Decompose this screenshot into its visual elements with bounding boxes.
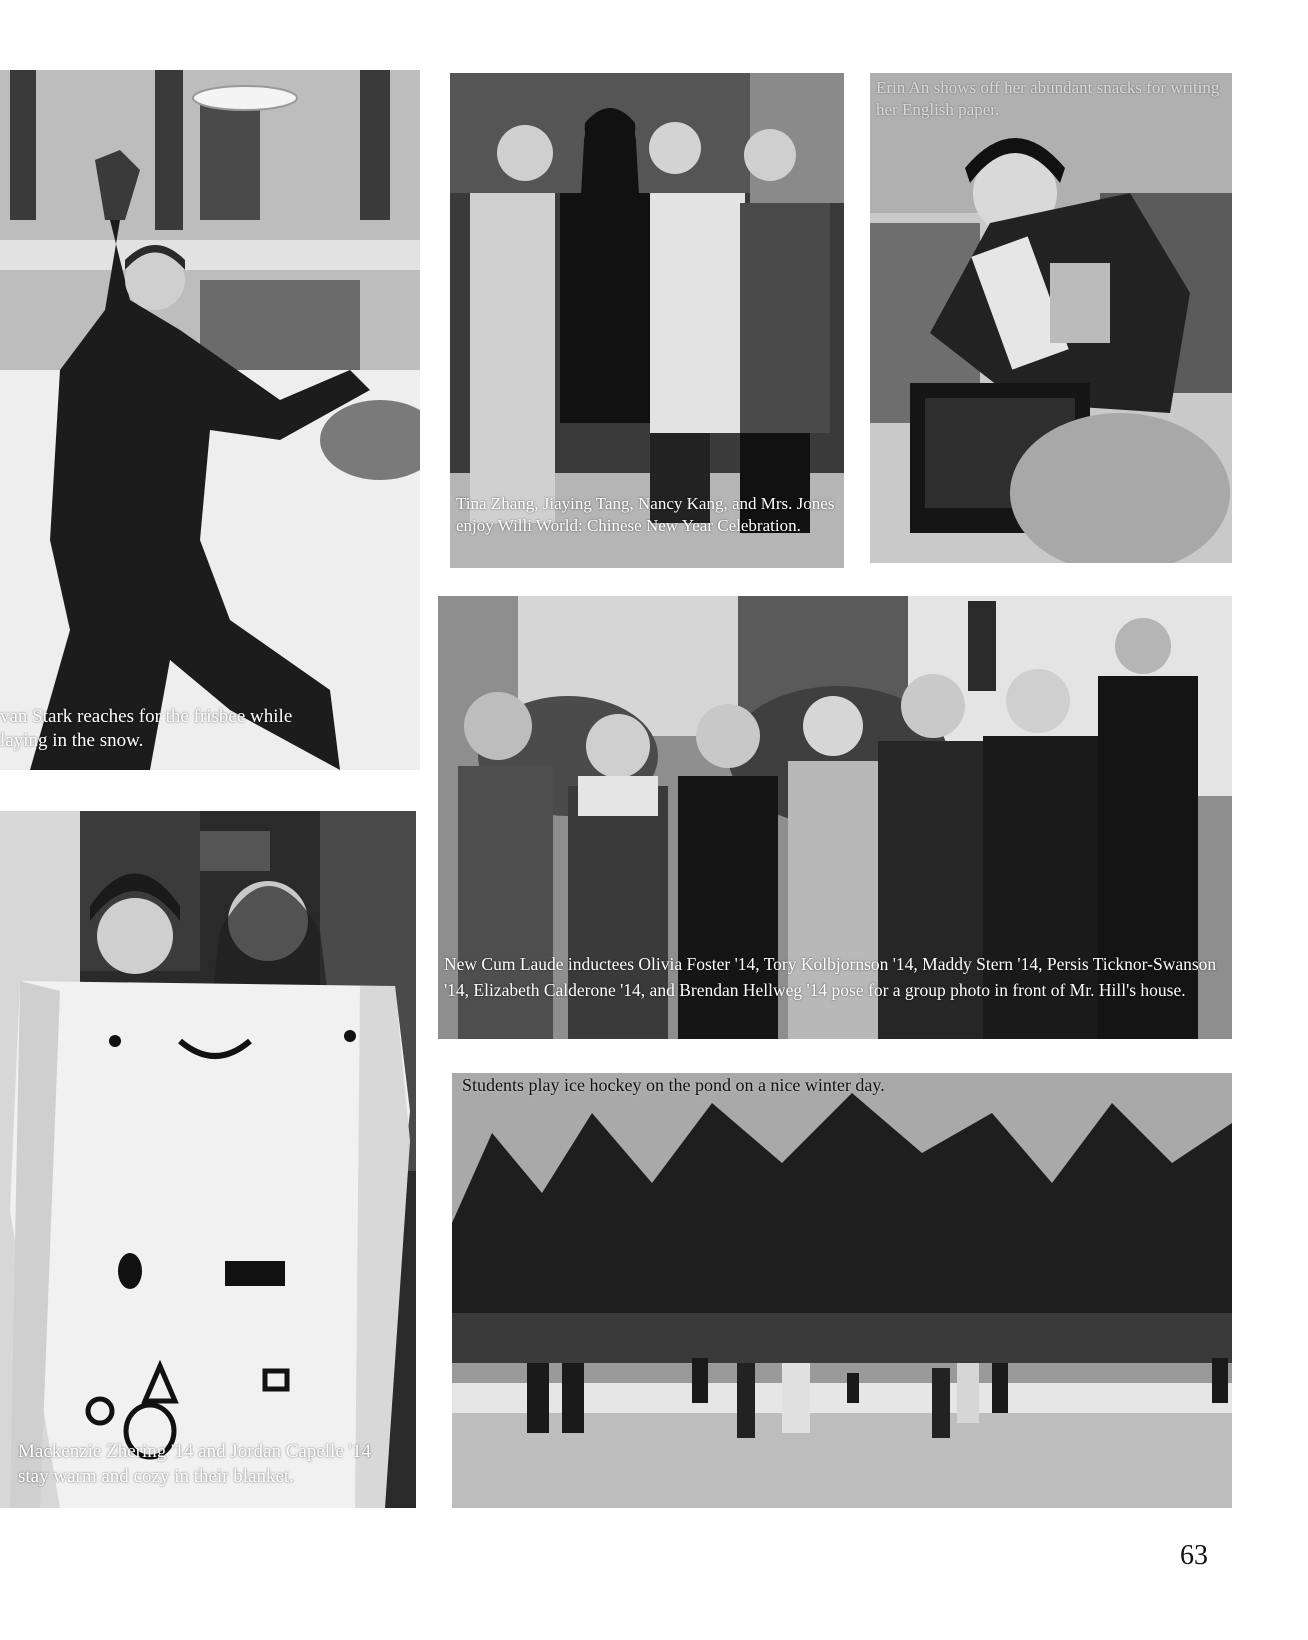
frisbee-caption-line1: van Stark reaches for the frisbee while xyxy=(0,706,293,727)
ice-hockey-caption: Students play ice hockey on the pond on a nice winter day. xyxy=(462,1075,885,1095)
photo-chinese-new-year xyxy=(450,73,844,568)
blanket-caption: Mackenzie Zhering '14 and Jordan Capelle '14 stay warm and cozy in their blanket. xyxy=(18,1441,371,1487)
photo-snacks xyxy=(870,73,1232,563)
photo-blanket xyxy=(0,811,416,1508)
snacks-caption: Erin An shows off her abundant snacks for writing her English paper. xyxy=(876,78,1220,119)
frisbee-caption xyxy=(0,705,420,753)
frisbee-caption-line2: laying in the snow. xyxy=(0,730,144,751)
snacks-image xyxy=(870,73,1232,563)
blanket-image xyxy=(0,811,416,1508)
page-number: 63 xyxy=(1180,1540,1208,1571)
photo-ice-hockey xyxy=(452,1073,1232,1508)
ice-hockey-image xyxy=(452,1073,1232,1508)
cum-laude-caption: New Cum Laude inductees Olivia Foster '14, Tory Kolbjornson '14, Maddy Stern '14, Persis Ticknor-Swanson '14, Elizabeth Calderone '14, and Brendan Hellweg '14 pose for a group photo in front of Mr. Hill's house. xyxy=(444,954,1217,1000)
chinese-new-year-caption: Tina Zhang, Jiaying Tang, Nancy Kang, and Mrs. Jones enjoy Willi World: Chinese New Year Celebration. xyxy=(456,494,835,535)
photo-frisbee-snow xyxy=(0,70,420,770)
frisbee-scene-image xyxy=(0,70,420,770)
photo-cum-laude xyxy=(438,596,1232,1039)
